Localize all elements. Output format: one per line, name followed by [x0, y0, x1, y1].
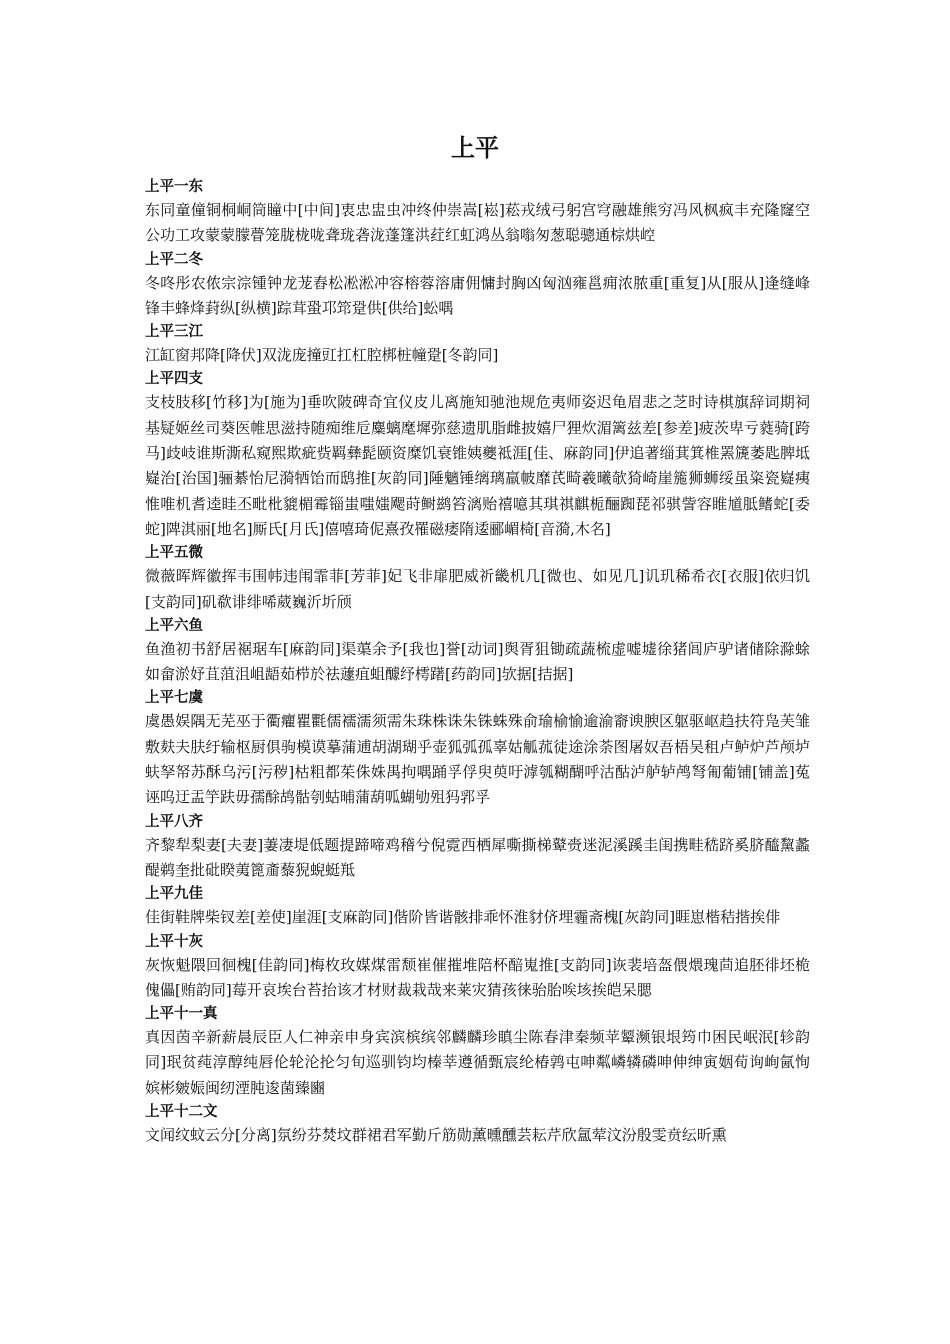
rhyme-section [145, 249, 810, 322]
section-heading: 上平四支 [145, 371, 203, 388]
section-characters: 鱼渔初书舒居裾琚车[麻韵同]渠蕖余予[我也]誉[动词]舆胥狙锄疏蔬梳虚嘘墟徐猪闾庐驴诸储除滁蜍如畲淤妤苴菹沮岨龉茹栉於祛蘧疽蛆醵纾樗躇[药韵同]欤据[拮据] [145, 639, 810, 684]
rhyme-section [145, 368, 810, 542]
section-heading: 上平十一真 [145, 1006, 218, 1023]
rhyme-section [145, 321, 810, 368]
section-characters: 支枝肢移[竹移]为[施为]垂吹陂碑奇宜仪皮儿离施知驰池规危夷师姿迟龟眉悲之芝时诗棋旗辞词期祠基疑姬丝司葵医帷思滋持随痴维卮麋螭麾墀弥慈遗肌脂雌披嬉尸狸炊湄篱兹差[参差]疲茨卑亏蕤骑[跨马]歧岐谁斯澌私窥熙欺疵赀羁彝髭颐资糜饥衰锥姨夔祗涯[佳、麻韵同]伊追著缁萁箕椎罴篪萎匙脾坻嶷治[治国]骊綦怡尼漪牺饴而鸱推[灰韵同]陲魑锤缡璃羸帔靡芪畸羲曦欹猗崎崖箷狮蛳绥虽粢瓷嶷痍惟唯机耆逵眭丕毗枇貔楣霉锱蚩嗤媸飔莳鲥鹚笞漓贻禧噫其琪祺麒栀酾踟琵祁骐訾容睢馗胝鳍蛇[委蛇]陴淇丽[地名]厮氏[月氏]僖嘻琦伲熹孜罹磁痿隋逶郦嵋椅[音漪,木名] [145, 393, 810, 538]
section-characters: 齐黎犁梨妻[夫妻]萋凄堤低题提蹄啼鸡稽兮倪霓西栖犀嘶撕梯鼙赍迷泥溪蹊圭闺携畦嵇跻奚脐醯黧蠡醍鹈奎批砒睽荑篦齑藜猊蜺蜓羝 [145, 835, 810, 879]
rhyme-section [145, 883, 810, 930]
rhyme-section [145, 811, 810, 884]
section-heading: 上平一东 [145, 179, 203, 195]
section-characters: 佳街鞋牌柴钗差[差使]崖涯[支麻韵同]偕阶皆谐骸排乖怀淮豺侪埋霾斋槐[灰韵同]睚崽楷秸揩挨俳 [145, 908, 781, 927]
rhyme-section [145, 687, 810, 810]
section-heading: 上平十二文 [145, 1104, 218, 1121]
section-characters: 真因茵辛新薪晨辰臣人仁神亲申身宾滨槟缤邻麟麟珍瞋尘陈春津秦频苹颦濒银垠筠巾困民岷泯[轸韵同]珉贫莼淳醇纯唇伦轮沦抡匀旬巡驯钧均榛莘遵循甄宸纶椿鹑屯呻粼嶙辚磷呻伸绅寅姻荀询峋氤恂嫔彬皴娠闽纫湮肫逡菌臻豳 [145, 1028, 810, 1097]
rhyme-section [145, 542, 810, 615]
section-characters: 虞愚娱隅无芜巫于衢癯瞿氍儒襦濡须需朱珠株诛朱铢蛛殊俞瑜榆愉逾渝窬谀腴区躯驱岖趋扶符凫芙雏敷麸夫肤纡输枢厨俱驹模谟摹蒲逋胡湖瑚乎壶狐弧孤辜姑觚菰徒途涂荼图屠奴吾梧吴租卢鲈炉芦颅垆蚨孥帑苏酥乌污[污秽]枯粗都茱侏姝禺拘喁踊孚俘臾萸吁滹瓠糊醐呼沽酤泸舻轳鸬弩匍葡铺[铺盖]菟诬呜迂盂竽趺毋孺酴鸪骷刳蛄晡蒲葫呱蝴劬殂犸郛孚 [145, 712, 810, 807]
section-heading: 上平六鱼 [145, 617, 203, 634]
section-characters: 东同童僮铜桐峒筒瞳中[中间]衷忠盅虫冲终仲崇嵩[崧]菘戎绒弓躬宫穹融雄熊穷冯风枫疯丰充隆窿空公功工攻蒙蒙朦瞢笼胧栊咙聋珑砻泷蓬篷洪荭红虹鸿丛翁嗡匆葱聪骢通棕烘崆 [145, 201, 810, 245]
page-title: 上平 [451, 134, 499, 162]
section-heading: 上平五微 [145, 545, 203, 562]
rhyme-section [145, 1101, 810, 1148]
section-characters: 冬咚彤农侬宗淙锺钟龙茏舂松凇淞冲容榕蓉溶庸佣慵封胸凶匈汹雍邕痈浓脓重[重复]从[服从]逢缝峰锋丰蜂烽葑纵[纵横]踪茸蛩邛筇跫供[供给]蚣喁 [145, 273, 810, 317]
rhyme-section [145, 931, 810, 1004]
section-characters: 江缸窗邦降[降伏]双泷庞撞豇扛杠腔梆桩幢跫[冬韵同] [145, 346, 499, 365]
section-heading: 上平九佳 [145, 886, 203, 903]
section-heading: 上平二冬 [145, 251, 203, 268]
section-heading: 上平十灰 [145, 933, 203, 950]
section-characters: 微薇晖辉徽挥韦围帏违闱霏菲[芳菲]妃飞非扉肥威祈畿机几[微也、如见几]讥玑稀希衣[衣服]依归饥[支韵同]矶欷诽绯唏葳巍沂圻颀 [145, 567, 810, 611]
rhyme-section [145, 615, 810, 688]
rhyme-section [145, 176, 810, 249]
section-characters: 灰恢魁隈回徊槐[佳韵同]梅枚玫媒煤雷颓崔催摧堆陪杯醅嵬推[支韵同]诙裴培盔偎煨瑰茴追胚徘坯桅傀儡[贿韵同]莓开哀埃台苔抬该才材财裁栽哉来莱灾猜孩徕骀胎唉垓挨皑呆腮 [145, 955, 810, 999]
rhyme-list [145, 176, 810, 1148]
section-characters: 文闻纹蚊云分[分离]氛纷芬焚坟群裙君军勤斤筋勋薰曛醺芸耘芹欣氲荤汶汾殷雯贲纭昕熏 [145, 1126, 727, 1145]
rhyme-section [145, 1003, 810, 1101]
section-heading: 上平七虞 [145, 690, 203, 707]
section-heading: 上平八齐 [145, 813, 203, 830]
section-heading: 上平三江 [145, 324, 203, 341]
